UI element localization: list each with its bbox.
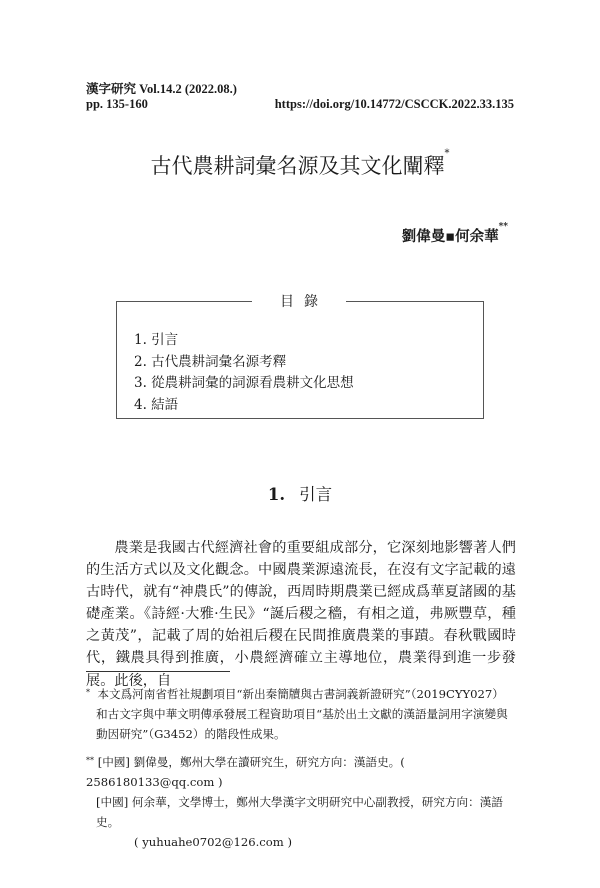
toc-border-right: [346, 301, 483, 302]
journal-citation: 漢字研究 Vol.14.2 (2022.08.): [86, 82, 237, 96]
footnote-line: [中國] 何余華，文學博士，鄭州大學漢字文明研究中心副教授，研究方向：漢語史。: [96, 795, 503, 829]
paper-title-text: 古代農耕詞彙名源及其文化闡釋: [150, 154, 445, 178]
section-number: 1.: [267, 485, 286, 504]
author-footnote-mark[interactable]: **: [498, 222, 508, 232]
footnote-line: [86, 684, 520, 704]
footnote-email[interactable]: ( yuhuahe0702@126.com ): [134, 835, 292, 849]
page-range: pp. 135-160: [86, 97, 148, 111]
toc-list: [134, 330, 354, 416]
title-footnote-mark[interactable]: *: [444, 148, 450, 159]
body-paragraph: 農業是我國古代經濟社會的重要組成部分，它深刻地影響著人們的生活方式以及文化觀念。中國農業源遠流長，在沒有文字記載的遠古時代，就有“神農氏”的傳說，西周時期農業已經成爲華夏諸國的基礎產業。《詩經·大雅·生民》“誕后稷之穡，有相之道，弗厥豐草，種之黃茂”，記載了周的始祖后稷在民間推廣農業的事蹟。春秋戰國時代，鐵農具得到推廣，小農經濟確立主導地位，農業得到進一步發展。此後，自: [86, 540, 516, 689]
author-names: [401, 222, 508, 246]
toc-item-conclusion[interactable]: 4. 結語: [134, 396, 179, 413]
doi-link[interactable]: https://doi.org/10.14772/CSCCK.2022.33.135: [274, 97, 514, 111]
footnote-text: [中國] 劉偉曼，鄭州大學在讀研究生，研究方向：漢語史。( 2586180133@qq.com ): [86, 755, 405, 789]
footnote-mark: *: [86, 688, 90, 697]
footnote-divider: [86, 671, 230, 672]
footnote-mark: **: [86, 756, 94, 765]
toc-item-culture[interactable]: 3. 從農耕詞彙的詞源看農耕文化思想: [134, 375, 354, 391]
footnote-line: 和古文字與中華文明傳承發展工程資助項目“基於出土文獻的漢語量詞用字演變與: [96, 707, 508, 721]
footnote-funding: [86, 684, 520, 744]
paper-title: [0, 150, 600, 180]
section-title: 引言: [299, 485, 333, 504]
footnote-authors: [86, 752, 520, 852]
toc-item-introduction[interactable]: 1. 引言: [134, 332, 179, 348]
toc-border-left: [116, 301, 252, 302]
footnote-line: 動因研究”（G3452）的階段性成果。: [96, 727, 286, 741]
author-names-text: 劉偉曼▪何余華: [401, 228, 499, 245]
toc-title: 目錄: [280, 294, 328, 310]
section-heading: [0, 481, 600, 505]
toc-item-etymology[interactable]: 2. 古代農耕詞彙名源考釋: [134, 353, 287, 370]
footnote-text: 本文爲河南省哲社規劃項目“新出秦簡牘與古書詞義新證研究”（2019CYY027）: [97, 687, 504, 701]
footnote-line: [86, 752, 520, 792]
